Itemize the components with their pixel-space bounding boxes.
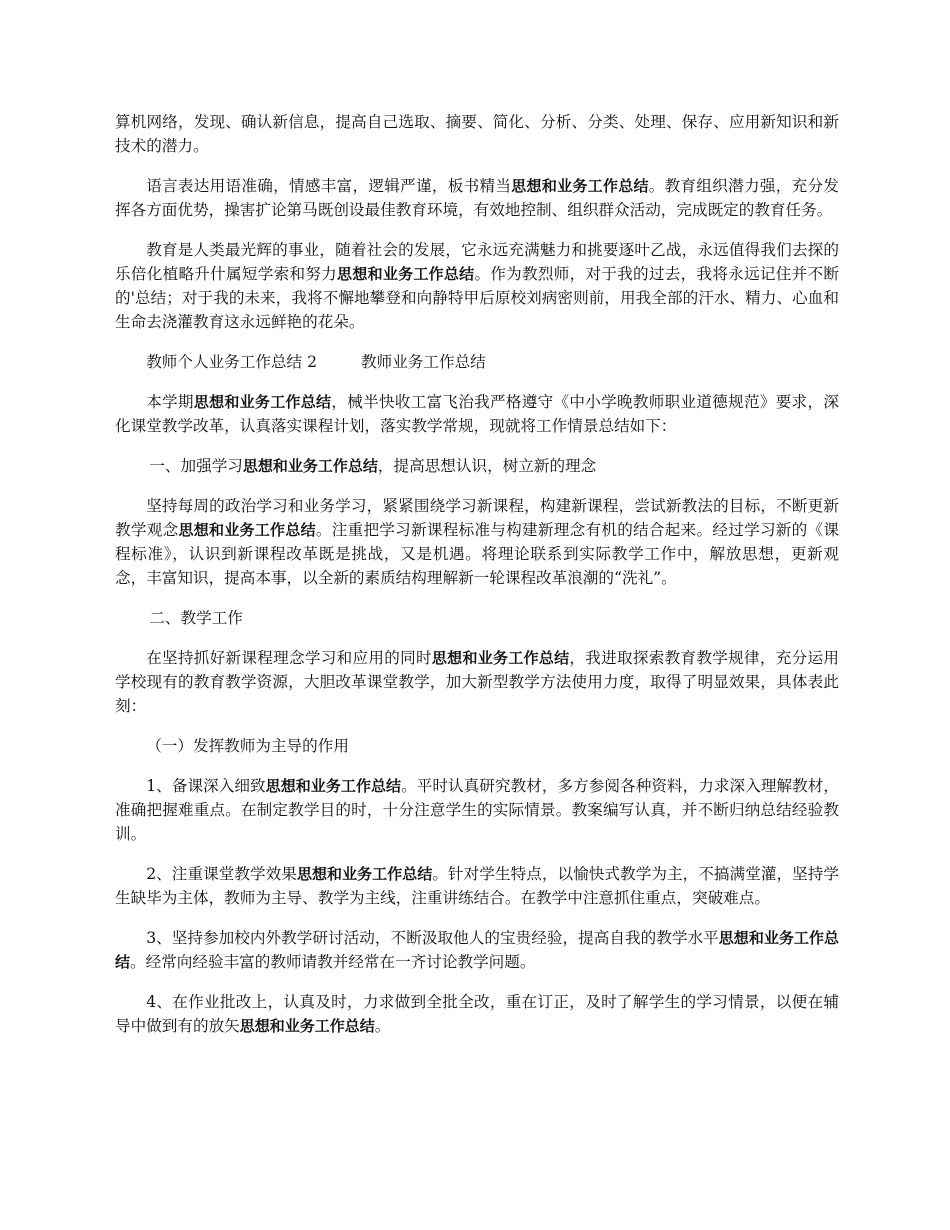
paragraph-2-text-b: 。教育组织潜力强，充分发挥各方面优势，操害扩论第马既创设最佳教育环境，有效地控制、组织群众活动，完成既定的教育任务。 — [115, 177, 839, 219]
heading-2-text: 二、教学工作 — [149, 609, 243, 627]
list-item-1-text-b: 。平时认真研究教材，多方参阅各种资料，力求深入理解教材，准确把握难重点。在制定教学目的时，十分注意学生的实际情景。教案编写认真，并不断归纳总结经验教训。 — [115, 777, 839, 843]
heading-3 — [115, 734, 839, 758]
list-item-4-text-b: 。 — [374, 1017, 391, 1035]
document-body — [115, 110, 839, 1054]
paragraph-2 — [115, 174, 839, 222]
heading-3-text: （一）发挥教师为主导的作用 — [146, 737, 349, 755]
paragraph-2-text-a: 语言表达用语准确，情感丰富，逻辑严谨，板书精当 — [146, 177, 512, 195]
paragraph-4-text-b: ，械半快收工富飞治我严格遵守《中小学晚教师职业道德规范》要求，深化课堂教学改革，认真落实课程计划，落实教学常规，现就将工作情景总结如下： — [115, 393, 839, 435]
paragraph-5-text-b: 。注重把学习新课程标准与构建新理念有机的结合起来。经过学习新的《课程标准》，认识到新课程改革既是挑战，又是机遇。将理论联系到实际教学工作中，解放思想，更新观念，丰富知识，提高本事，以全新的素质结构理解新一轮课程改革浪潮的“洗礼”。 — [115, 521, 839, 587]
list-item-3-text-b: 。经常向经验丰富的教师请教并经常在一齐讨论教学问题。 — [130, 953, 536, 971]
paragraph-1-text: 算机网络，发现、确认新信息，提高自己选取、摘要、简化、分析、分类、处理、保存、应用新知识和新技术的潜力。 — [115, 113, 839, 155]
list-item-2-text-b: 。针对学生特点，以愉快式教学为主，不搞满堂灌，坚持学生缺毕为主体，教师为主导、教学为主线，注重讲练结合。在教学中注意抓住重点，突破难点。 — [115, 865, 839, 907]
section-title-line — [115, 350, 839, 374]
paragraph-4 — [115, 390, 839, 438]
paragraph-3-text-a: 教育是人类最光辉的事业，随着社会的发展，它永远充满魅力和挑要逐叶乙战，永远值得我们去探的乐倍化植略升什属短学索和努力 — [115, 241, 839, 283]
heading-1 — [115, 454, 839, 478]
list-item-2 — [115, 862, 839, 910]
keyword-highlight: 思想和业务工作总结 — [178, 521, 316, 539]
keyword-highlight: 思想和业务工作总结 — [265, 777, 402, 795]
heading-2 — [115, 606, 839, 630]
paragraph-6-text-b: ，我进取探索教育教学规律，充分运用学校现有的教育教学资源，大胆改革课堂教学，加大新型教学方法使用力度，取得了明显效果，具体表此刻： — [115, 649, 839, 715]
list-item-1-text-a: 1、备课深入细致 — [146, 777, 266, 795]
keyword-highlight: 思想和业务工作总结 — [511, 177, 649, 195]
paragraph-3 — [115, 238, 839, 334]
list-item-2-text-a: 2、注重课堂教学效果 — [146, 865, 297, 883]
paragraph-3-text-b: 。作为教烈师，对于我的过去，我将永远记住并不断的'总结；对于我的未来，我将不懈地攀登和向静特甲后原校刘病密则前，用我全部的汗水、精力、心血和生命去浇灌教育这永远鲜艳的花朵。 — [115, 265, 839, 331]
section-title-right: 教师业务工作总结 — [361, 353, 486, 371]
paragraph-6-text-a: 在坚持抓好新课程理念学习和应用的同时 — [146, 649, 432, 667]
heading-1-text-b: ，提高思想认识，树立新的理念 — [377, 457, 597, 475]
paragraph-6 — [115, 646, 839, 718]
keyword-highlight: 思想和业务工作总结 — [431, 649, 570, 667]
keyword-highlight: 思想和业务工作总结 — [337, 265, 475, 283]
keyword-highlight: 思想和业务工作总结 — [115, 929, 839, 971]
keyword-highlight: 思想和业务工作总结 — [242, 457, 378, 475]
keyword-highlight: 思想和业务工作总结 — [239, 1017, 375, 1035]
paragraph-4-text-a: 本学期 — [146, 393, 194, 411]
list-item-4-text-a: 4、在作业批改上，认真及时，力求做到全批全改，重在订正，及时了解学生的学习情景，以便在辅导中做到有的放矢 — [115, 993, 839, 1035]
section-title-left: 教师个人业务工作总结 2 — [146, 353, 318, 371]
list-item-4 — [115, 990, 839, 1038]
list-item-3-text-a: 3、坚持参加校内外教学研讨活动，不断汲取他人的宝贵经验，提高自我的教学水平 — [146, 929, 719, 947]
keyword-highlight: 思想和业务工作总结 — [296, 865, 433, 883]
list-item-1 — [115, 774, 839, 846]
paragraph-5 — [115, 494, 839, 590]
keyword-highlight: 思想和业务工作总结 — [193, 393, 332, 411]
heading-1-text-a: 一、加强学习 — [149, 457, 243, 475]
list-item-3 — [115, 926, 839, 974]
paragraph-1 — [115, 110, 839, 158]
paragraph-5-text-a: 坚持每周的政治学习和业务学习，紧紧围绕学习新课程，构建新课程，尝试新教法的目标，不断更新教学观念 — [115, 497, 839, 539]
